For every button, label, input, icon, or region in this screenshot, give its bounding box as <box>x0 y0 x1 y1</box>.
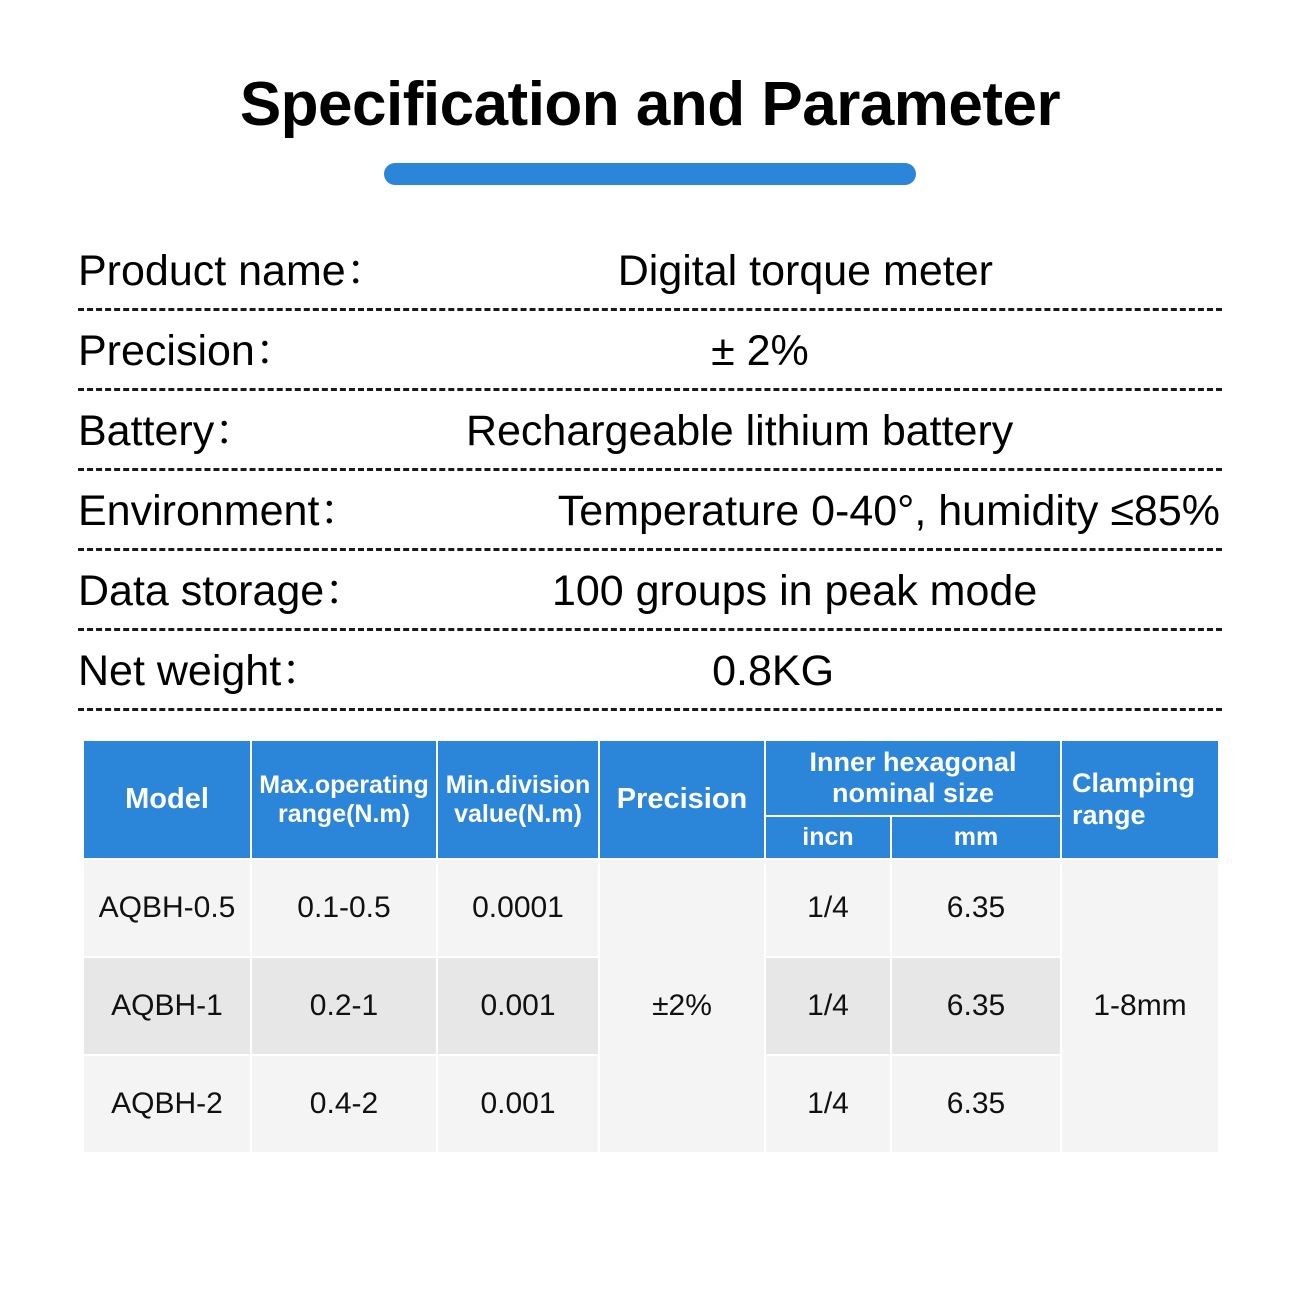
cell-hex-inch: 1/4 <box>765 957 891 1055</box>
spec-value: Digital torque meter <box>617 247 993 296</box>
column-header-clamping-range: Clamping range <box>1061 740 1219 859</box>
spec-value: 0.8KG <box>712 647 835 696</box>
cell-precision: ±2% <box>599 859 765 1153</box>
column-header-max-range: Max.operating range(N.m) <box>251 740 437 859</box>
column-header-min-division: Min.division value(N.m) <box>437 740 599 859</box>
column-header-hex-mm: mm <box>891 816 1061 859</box>
spec-row-product-name <box>78 231 1222 311</box>
cell-model: AQBH-1 <box>83 957 251 1055</box>
cell-model: AQBH-0.5 <box>83 859 251 957</box>
table-row <box>83 859 1219 957</box>
cell-max-range: 0.1-0.5 <box>251 859 437 957</box>
cell-model: AQBH-2 <box>83 1055 251 1153</box>
spec-value: Temperature 0-40°, humidity ≤85% <box>557 487 1220 536</box>
cell-clamping-range: 1-8mm <box>1061 859 1219 1153</box>
spec-value: Rechargeable lithium battery <box>465 407 1014 456</box>
cell-min-division: 0.001 <box>437 1055 599 1153</box>
title-block <box>0 0 1300 185</box>
spec-label: Product name： <box>78 247 389 296</box>
cell-hex-mm: 6.35 <box>891 859 1061 957</box>
model-specification-table <box>82 739 1220 1154</box>
spec-row-data-storage <box>78 551 1222 631</box>
cell-min-division: 0.001 <box>437 957 599 1055</box>
spec-label: Precision： <box>78 327 298 376</box>
column-header-hex-inch: incn <box>765 816 891 859</box>
spec-value: ± 2% <box>711 327 809 376</box>
cell-hex-inch: 1/4 <box>765 1055 891 1153</box>
spec-row-environment <box>78 471 1222 551</box>
column-header-model: Model <box>83 740 251 859</box>
title-underline-bar <box>384 163 916 185</box>
column-header-precision: Precision <box>599 740 765 859</box>
spec-row-net-weight <box>78 631 1222 711</box>
cell-min-division: 0.0001 <box>437 859 599 957</box>
spec-label: Battery： <box>78 407 258 456</box>
table-header-row-1 <box>83 740 1219 816</box>
page-title: Specification and Parameter <box>239 70 1061 139</box>
cell-max-range: 0.4-2 <box>251 1055 437 1153</box>
spec-label: Environment： <box>78 487 363 536</box>
specification-list <box>78 231 1222 711</box>
table-body <box>83 859 1219 1153</box>
cell-hex-mm: 6.35 <box>891 957 1061 1055</box>
spec-row-precision <box>78 311 1222 391</box>
cell-hex-inch: 1/4 <box>765 859 891 957</box>
spec-label: Data storage： <box>78 567 368 616</box>
model-table-wrapper <box>82 739 1218 1154</box>
cell-hex-mm: 6.35 <box>891 1055 1061 1153</box>
cell-max-range: 0.2-1 <box>251 957 437 1055</box>
table-head <box>83 740 1219 859</box>
spec-label: Net weight： <box>78 647 325 696</box>
spec-value: 100 groups in peak mode <box>551 567 1038 616</box>
spec-row-battery <box>78 391 1222 471</box>
column-header-hex-group: Inner hexagonal nominal size <box>765 740 1061 816</box>
